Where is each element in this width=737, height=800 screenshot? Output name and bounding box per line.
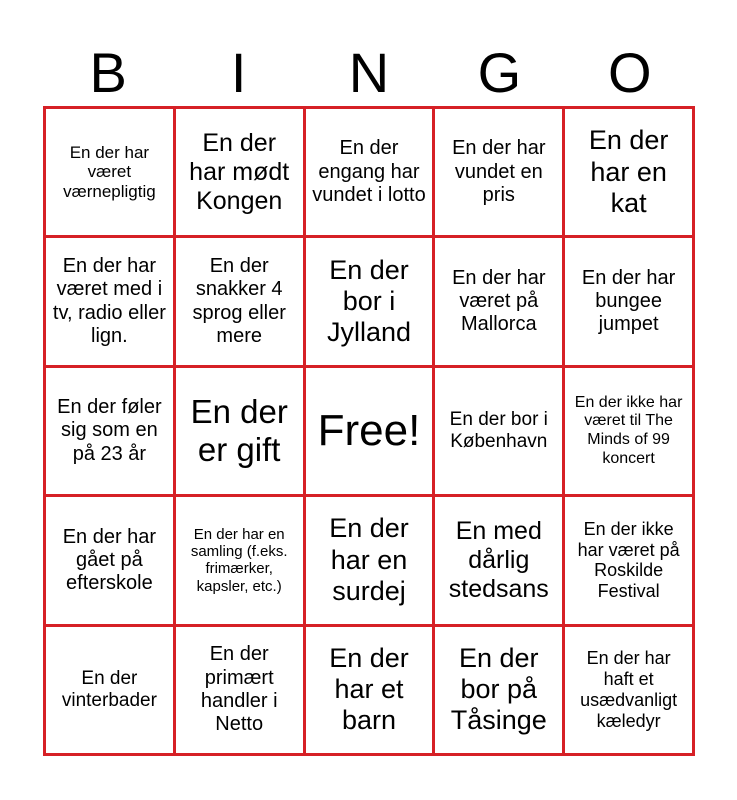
bingo-cell-r4-c1[interactable] [46,497,173,623]
bingo-cell-text: En der har vundet en pris [452,137,546,206]
bingo-cell-r5-c5[interactable] [565,627,692,753]
bingo-cell-r5-c1[interactable] [46,627,173,753]
bingo-cell-r2-c4[interactable] [435,238,562,364]
bingo-cell-text: En der har været med i tv, radio eller lign. [52,255,166,347]
bingo-cell-text: En der engang har vundet i lotto [312,137,426,206]
bingo-cell-text: En der ikke har været til The Minds of 99 koncert [574,393,683,467]
bingo-header [43,40,695,106]
bingo-cell-r3-c1[interactable] [46,368,173,494]
bingo-cell-r4-c4[interactable] [435,497,562,623]
bingo-cell-text: En der har været på Mallorca [452,266,546,336]
bingo-cell-text: En der er gift [190,392,288,468]
bingo-cell-text: En der har et barn [329,642,409,736]
bingo-cell-text: En der har en samling (f.eks. frimærker, kapsler, etc.) [190,525,288,595]
bingo-cell-text: En der bor i Jylland [326,254,412,348]
bingo-cell-text: En der har gået på efterskole [62,525,157,594]
bingo-cell-r1-c3[interactable] [306,109,433,235]
bingo-cell-r5-c2[interactable] [176,627,303,753]
bingo-cell-text: En der ikke har været på Roskilde Festival [577,518,680,602]
bingo-cell-text: En der har en kat [588,125,669,218]
bingo-cell-text: En der vinterbader [61,667,157,711]
bingo-cell-text: En der snakker 4 sprog eller mere [192,255,286,347]
bingo-cell-r5-c3[interactable] [306,627,433,753]
bingo-cell-r2-c1[interactable] [46,238,173,364]
bingo-cell-r2-c3[interactable] [306,238,433,364]
bingo-cell-r1-c4[interactable] [435,109,562,235]
bingo-cell-r1-c2[interactable] [176,109,303,235]
header-letter-n: N [348,41,390,104]
header-letter-i: I [230,41,247,104]
bingo-cell-r4-c5[interactable] [565,497,692,623]
bingo-cell-text: En der har en surdej [329,513,409,607]
bingo-cell-text: En der føler sig som en på 23 år [57,396,162,465]
header-letter-o: O [608,41,652,104]
bingo-cell-r4-c2[interactable] [176,497,303,623]
bingo-cell-text: En der har haft et usædvanligt kæledyr [580,648,678,731]
bingo-cell-r1-c1[interactable] [46,109,173,235]
header-letter-g: G [477,41,522,104]
bingo-cell-r2-c5[interactable] [565,238,692,364]
bingo-cell-r1-c5[interactable] [565,109,692,235]
bingo-cell-r5-c4[interactable] [435,627,562,753]
bingo-cell-r2-c2[interactable] [176,238,303,364]
bingo-cell-free[interactable] [306,368,433,494]
bingo-cell-r4-c3[interactable] [306,497,433,623]
bingo-card-grid [43,106,695,756]
bingo-cell-r3-c4[interactable] [435,368,562,494]
bingo-cell-text: En der primært handler i Netto [200,643,278,735]
bingo-cell-text: En der bor i København [449,408,548,452]
free-space-label: Free! [317,406,421,456]
bingo-cell-r3-c2[interactable] [176,368,303,494]
bingo-cell-text: En der har bungee jumpet [581,266,676,336]
bingo-cell-text: En der har været værnepligtig [63,142,156,202]
bingo-cell-r3-c5[interactable] [565,368,692,494]
header-letter-b: B [89,41,127,104]
bingo-cell-text: En med dårlig stedsans [448,516,549,603]
bingo-cell-text: En der bor på Tåsinge [450,642,547,736]
bingo-cell-text: En der har mødt Kongen [189,128,290,215]
